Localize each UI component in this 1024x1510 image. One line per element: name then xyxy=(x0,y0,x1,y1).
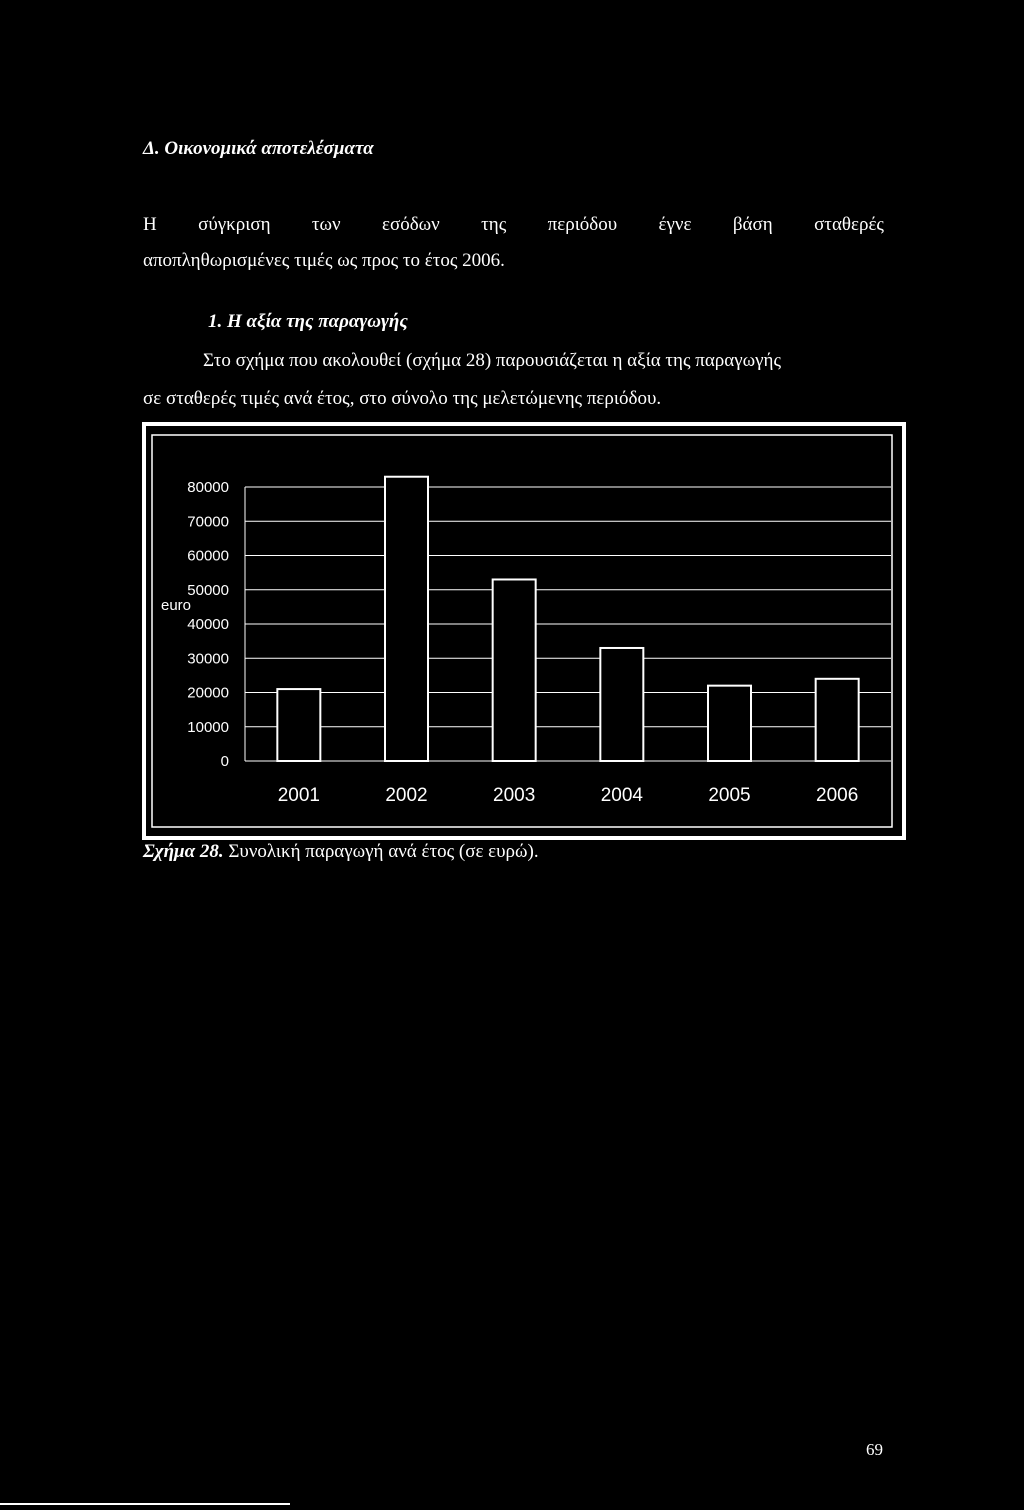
bar-2001 xyxy=(277,689,320,761)
x-tick-label: 2004 xyxy=(600,785,643,806)
y-axis-label: euro xyxy=(161,597,192,614)
figure-caption xyxy=(143,841,539,863)
y-tick-label: 20000 xyxy=(187,684,229,702)
page-number: 69 xyxy=(866,1440,883,1459)
y-tick-label: 30000 xyxy=(187,650,229,668)
y-axis-ticks xyxy=(187,479,229,770)
y-tick-label: 50000 xyxy=(187,581,229,599)
subsection-heading: 1. Η αξία της παραγωγής xyxy=(208,311,408,332)
paragraph-line-2: σε σταθερές τιμές ανά έτος, στο σύνολο της μελετώμενης περιόδου. xyxy=(143,388,662,409)
x-tick-label: 2003 xyxy=(493,785,536,806)
intro-word: εσόδων xyxy=(382,214,440,235)
x-tick-label: 2002 xyxy=(385,785,428,806)
intro-word: της xyxy=(481,214,507,235)
caption-text: Συνολική παραγωγή ανά έτος (σε ευρώ). xyxy=(223,841,539,862)
x-tick-label: 2006 xyxy=(816,785,859,806)
bar-2003 xyxy=(493,579,536,761)
paragraph-line-1: Στο σχήμα που ακολουθεί (σχήμα 28) παρουσιάζεται η αξία της παραγωγής xyxy=(203,350,781,371)
y-tick-label: 0 xyxy=(220,753,229,770)
intro-word: βάση xyxy=(732,214,773,235)
bar-2005 xyxy=(708,686,751,761)
bar-2006 xyxy=(816,679,859,761)
production-bar-chart xyxy=(141,421,907,841)
intro-word: σταθερές xyxy=(814,214,884,235)
intro-word: των xyxy=(311,214,341,235)
bar-2002 xyxy=(385,477,428,761)
bar-2004 xyxy=(600,648,643,761)
caption-label: Σχήμα 28. xyxy=(143,841,224,862)
intro-word: σύγκριση xyxy=(198,214,271,235)
footer-rule xyxy=(0,1503,290,1505)
x-axis-ticks xyxy=(278,785,859,806)
y-tick-label: 60000 xyxy=(187,547,229,565)
section-heading: Δ. Οικονομικά αποτελέσματα xyxy=(143,138,374,159)
intro-line-1 xyxy=(143,214,884,236)
chart-gridlines xyxy=(245,487,891,727)
intro-word: έγνε xyxy=(658,214,692,235)
intro-word: περιόδου xyxy=(547,214,618,235)
x-tick-label: 2005 xyxy=(708,785,751,806)
y-tick-label: 70000 xyxy=(187,513,229,531)
y-tick-label: 40000 xyxy=(187,616,229,633)
intro-word: Η xyxy=(143,214,157,235)
intro-line-2: αποπληθωρισμένες τιμές ως προς το έτος 2006. xyxy=(143,250,505,271)
y-tick-label: 80000 xyxy=(187,479,229,496)
y-tick-label: 10000 xyxy=(187,718,229,736)
chart-bars xyxy=(277,477,858,761)
x-tick-label: 2001 xyxy=(277,785,320,806)
